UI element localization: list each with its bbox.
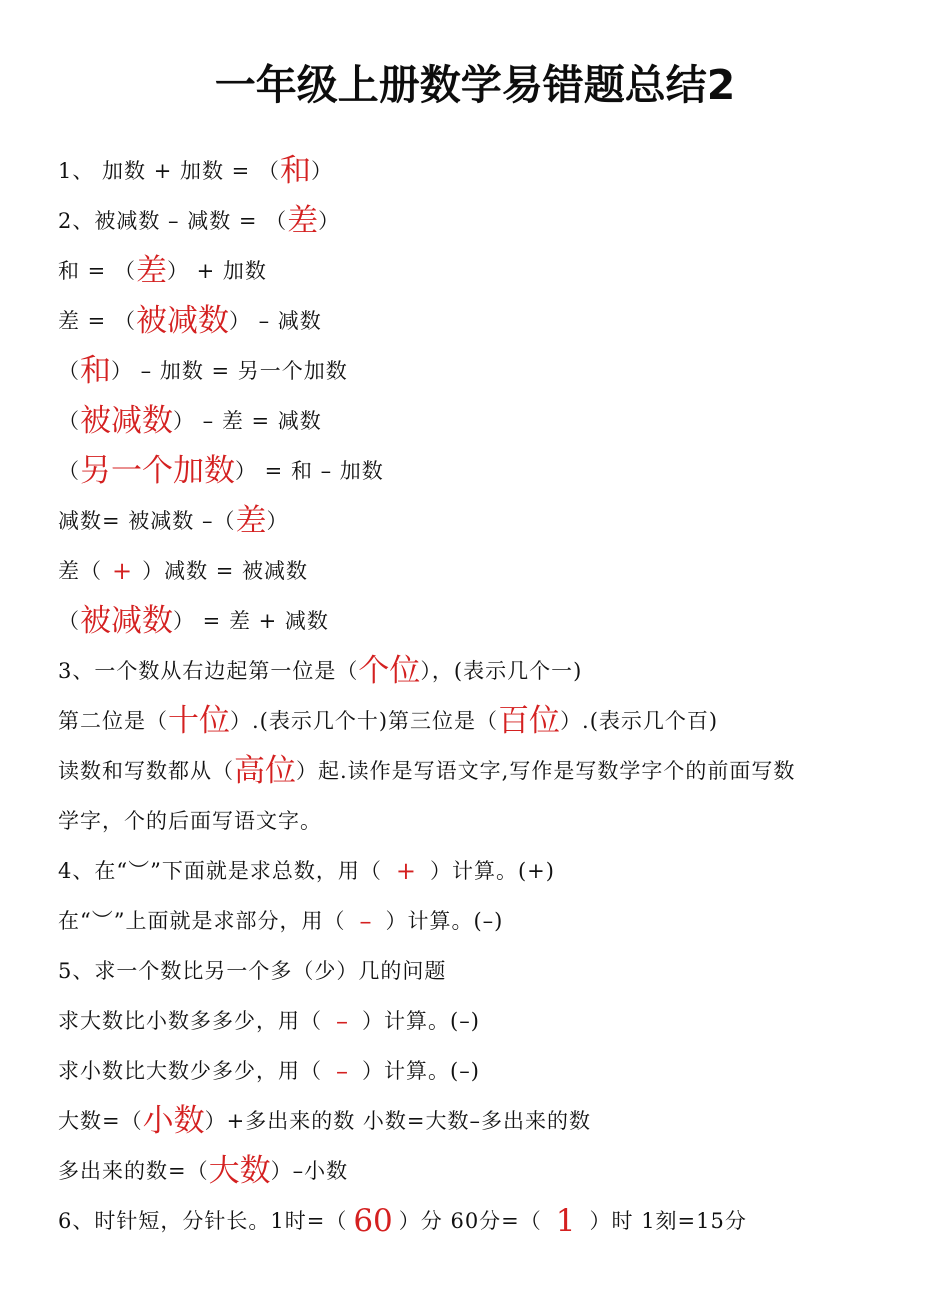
line-text: 大数=（ [58,1109,143,1133]
formula-line-5 [58,351,348,391]
line-text: ）分 60分=（ [398,1209,542,1233]
compare-line-3 [58,1051,480,1091]
line-text: 4、在“︶”下面就是求总数，用（ [58,859,382,883]
line-text: 差 = （ [58,309,136,333]
answer-red: 被减数 [80,603,173,639]
answer-red: 和 [80,353,111,389]
answer-red: 被减数 [135,303,229,339]
brace-line-1 [58,851,555,891]
answer-red: 十位 [168,703,230,739]
formula-line-2 [58,201,340,241]
line-text: 在“︶”上面就是求部分，用（ [58,909,346,933]
answer-red: – [336,1007,348,1035]
line-text: ） – 减数 [228,309,322,333]
line-text: ） – 加数 = 另一个加数 [111,359,348,383]
line-text: ）计算。(–) [362,1059,480,1083]
line-text: 多出来的数=（ [58,1159,209,1183]
formula-line-10 [58,601,329,641]
answer-red: 另一个加数 [80,453,235,489]
line-text: ）+多出来的数 小数=大数–多出来的数 [204,1109,591,1133]
answer-red: 小数 [142,1103,205,1139]
answer-red: 百位 [498,703,561,739]
line-text: 5、求一个数比另一个多（少）几的问题 [58,959,447,983]
line-text: （ [58,409,80,433]
line-text: ） [266,509,289,533]
answer-red: – [359,907,372,935]
line-text: （ [58,609,80,633]
answer-red: + [112,557,133,585]
answer-red: – [336,1057,348,1085]
formula-line-6 [58,401,322,441]
formula-line-1 [58,151,333,191]
line-text: 差（ [58,559,102,583]
formula-line-7 [58,451,384,491]
answer-red: 差 [287,203,319,239]
line-text: 和 = （ [58,259,136,283]
line-text: ） = 差 + 减数 [173,609,329,633]
formula-line-3 [58,251,267,291]
place-value-line-2 [58,701,718,741]
line-text: ）时 1刻=15分 [589,1209,747,1233]
line-text: ），(表示几个一) [420,659,583,683]
page-title: 一年级上册数学易错题总结2 [214,61,736,109]
answer-red: 差 [135,253,167,289]
line-text: ）减数 = 被减数 [142,559,309,583]
answer-red: 高位 [234,753,296,789]
line-text: ）–小数 [270,1159,349,1183]
line-text: 3、一个数从右边起第一位是（ [58,659,359,683]
line-text: ）.(表示几个百) [560,709,719,733]
formula-line-9 [58,551,308,591]
line-text: 减数= 被减数 –（ [58,509,236,533]
answer-red: 被减数 [80,403,173,439]
line-text: ）起.读作是写语文字,写作是写数学字个的前面写数 [296,759,796,783]
answer-red: 和 [279,153,311,189]
answer-red: 大数 [208,1153,271,1189]
answer-red: 1 [555,1203,576,1239]
formula-line-8 [58,501,288,541]
line-text: ）计算。(–) [362,1009,480,1033]
line-text: ） + 加数 [166,259,267,283]
brace-line-2 [58,901,503,941]
clock-line [58,1201,747,1241]
line-text: ） [310,159,333,183]
place-value-line-3 [58,751,795,791]
compare-line-2 [58,1001,480,1041]
place-value-line-4 [58,801,322,841]
line-text: ） = 和 – 加数 [235,459,384,483]
answer-red: + [395,857,416,885]
line-text: ） – 差 = 减数 [173,409,322,433]
compare-line-1 [58,951,446,991]
line-text: （ [58,359,80,383]
compare-line-4 [58,1101,591,1141]
line-text: ）计算。(+) [429,859,555,883]
line-text: ）计算。(–) [385,909,504,933]
answer-red: 60 [353,1203,393,1239]
line-text: ） [318,209,341,233]
line-text: （ [58,459,80,483]
line-text: ）.(表示几个十)第三位是（ [230,709,499,733]
formula-line-4 [58,301,322,341]
line-text: 读数和写数都从（ [58,759,234,783]
place-value-line-1 [58,651,582,691]
line-text: 6、时针短，分针长。1时=（ [58,1209,348,1233]
compare-line-5 [58,1151,348,1191]
line-text: 1、 加数 + 加数 = （ [58,159,280,183]
answer-red: 差 [235,503,267,539]
line-text: 求小数比大数少多少，用（ [58,1059,322,1083]
line-text: 学字，个的后面写语文字。 [58,809,322,833]
answer-red: 个位 [358,653,421,689]
line-text: 求大数比小数多多少，用（ [58,1009,322,1033]
line-text: 2、被减数 – 减数 = （ [58,209,288,233]
line-text: 第二位是（ [58,709,168,733]
